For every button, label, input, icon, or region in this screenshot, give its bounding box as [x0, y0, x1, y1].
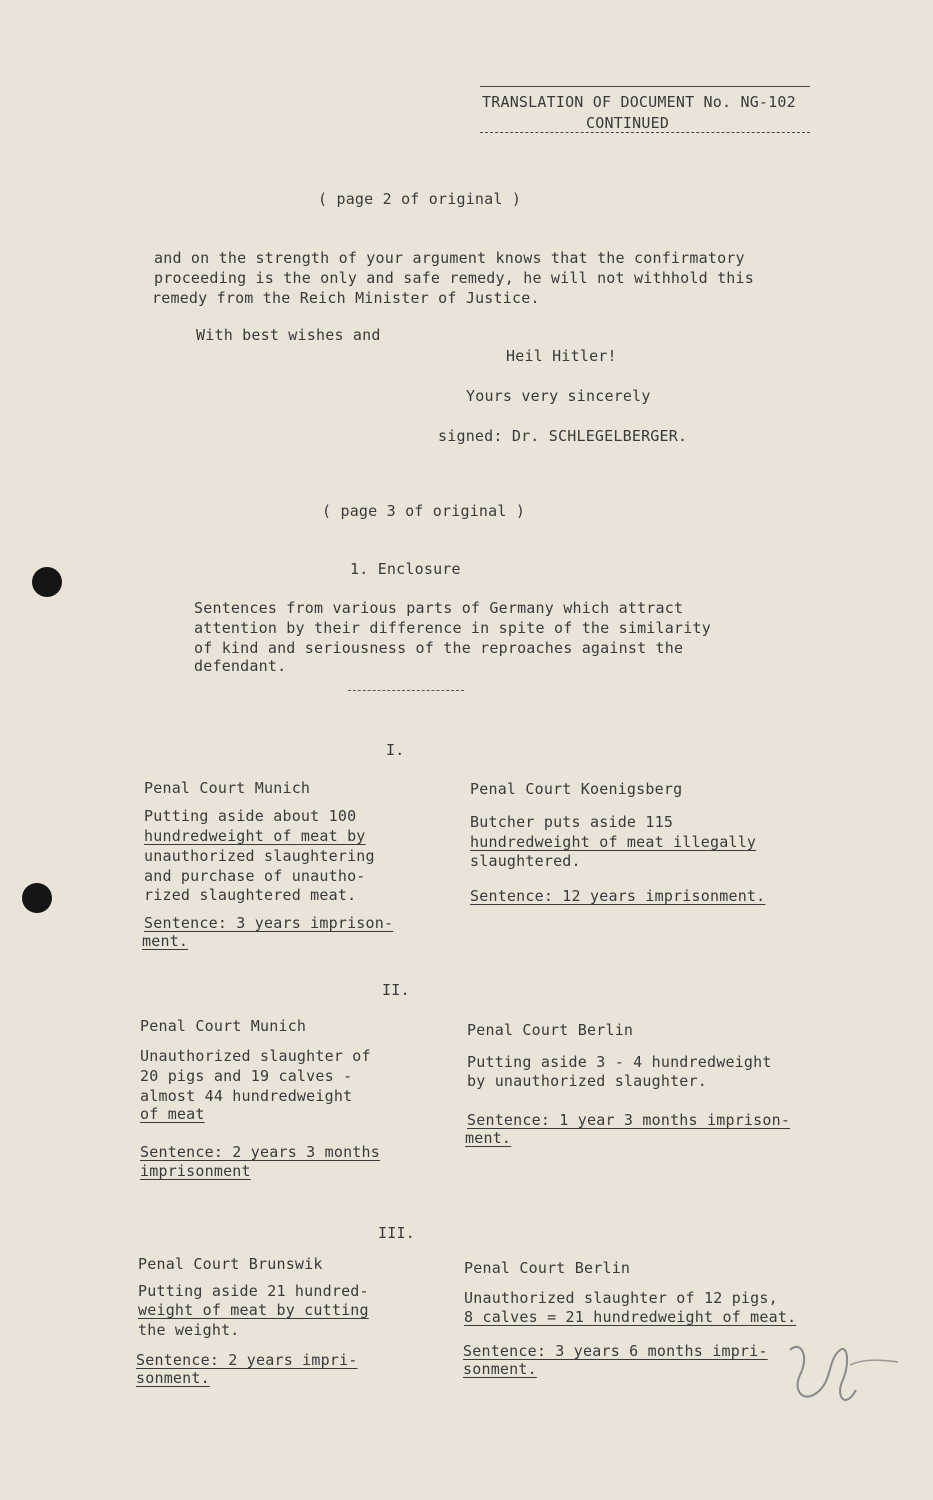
- case-1a-line-1: Putting aside about 100: [144, 807, 357, 825]
- case-1b-line-3: slaughtered.: [470, 852, 581, 870]
- case-2a-line-4: of meat: [140, 1105, 205, 1123]
- punch-hole-upper: [32, 567, 62, 597]
- case-3a-line-2: weight of meat by cutting: [138, 1301, 369, 1319]
- case-1a-line-5: rized slaughtered meat.: [144, 886, 357, 904]
- case-2a-line-2: 20 pigs and 19 calves -: [140, 1067, 353, 1085]
- case-1b-sentence-1: Sentence: 12 years imprisonment.: [470, 887, 766, 905]
- enclosure-title: 1. Enclosure: [350, 560, 461, 578]
- case-2a-court: Penal Court Munich: [140, 1017, 307, 1035]
- case-2a-line-1: Unauthorized slaughter of: [140, 1047, 371, 1065]
- case-1b-line-2: hundredweight of meat illegally: [470, 833, 757, 851]
- case-3a-sentence-2: sonment.: [136, 1369, 210, 1387]
- case-2b-court: Penal Court Berlin: [467, 1021, 634, 1039]
- header-line1: TRANSLATION OF DOCUMENT No. NG-102: [482, 93, 796, 111]
- closing-wishes: With best wishes and: [196, 326, 381, 344]
- case-2b-sentence-2: ment.: [465, 1129, 512, 1147]
- case-3a-line-1: Putting aside 21 hundred-: [138, 1282, 369, 1300]
- signature-line: signed: Dr. SCHLEGELBERGER.: [438, 427, 688, 445]
- section-numeral-2: II.: [382, 981, 410, 999]
- letter-line-3: remedy from the Reich Minister of Justice.: [152, 289, 540, 307]
- handwritten-initials-mark: [770, 1320, 910, 1420]
- case-1b-line-1: Butcher puts aside 115: [470, 813, 674, 831]
- punch-hole-lower: [22, 883, 52, 913]
- letter-line-2: proceeding is the only and safe remedy, he will not withhold this: [154, 269, 754, 287]
- case-2a-sentence-1: Sentence: 2 years 3 months: [140, 1143, 380, 1161]
- case-1a-line-2: hundredweight of meat by: [144, 827, 366, 845]
- closing-yours: Yours very sincerely: [466, 387, 651, 405]
- case-3b-sentence-1: Sentence: 3 years 6 months impri-: [463, 1342, 768, 1360]
- page2-marker: ( page 2 of original ): [318, 190, 522, 208]
- case-3b-line-1: Unauthorized slaughter of 12 pigs,: [464, 1289, 778, 1307]
- section-numeral-1: I.: [386, 741, 405, 759]
- enclosure-divider: [348, 690, 464, 691]
- case-1a-line-4: and purchase of unautho-: [144, 867, 366, 885]
- case-1b-court: Penal Court Koenigsberg: [470, 780, 683, 798]
- case-2b-sentence-1: Sentence: 1 year 3 months imprison-: [467, 1111, 791, 1129]
- case-1a-court: Penal Court Munich: [144, 779, 311, 797]
- closing-salute: Heil Hitler!: [506, 347, 617, 365]
- page3-marker: ( page 3 of original ): [322, 502, 526, 520]
- case-1a-line-3: unauthorized slaughtering: [144, 847, 375, 865]
- case-2a-line-3: almost 44 hundredweight: [140, 1087, 353, 1105]
- case-3a-court: Penal Court Brunswik: [138, 1255, 323, 1273]
- case-3b-line-2: 8 calves = 21 hundredweight of meat.: [464, 1308, 797, 1326]
- case-3a-line-3: the weight.: [138, 1321, 240, 1339]
- case-3b-court: Penal Court Berlin: [464, 1259, 631, 1277]
- enclosure-line-3: of kind and seriousness of the reproaches against the: [194, 639, 684, 657]
- case-2b-line-1: Putting aside 3 - 4 hundredweight: [467, 1053, 772, 1071]
- letter-line-1: and on the strength of your argument knows that the confirmatory: [154, 249, 745, 267]
- case-3b-sentence-2: sonment.: [463, 1360, 537, 1378]
- enclosure-line-1: Sentences from various parts of Germany which attract: [194, 599, 684, 617]
- enclosure-line-4: defendant.: [194, 657, 287, 675]
- header-line2: CONTINUED: [586, 114, 670, 132]
- case-1a-sentence-2: ment.: [142, 932, 189, 950]
- case-2b-line-2: by unauthorized slaughter.: [467, 1072, 707, 1090]
- case-2a-sentence-2: imprisonment: [140, 1162, 251, 1180]
- case-3a-sentence-1: Sentence: 2 years impri-: [136, 1351, 358, 1369]
- enclosure-line-2: attention by their difference in spite of the similarity: [194, 619, 711, 637]
- case-1a-sentence-1: Sentence: 3 years imprison-: [144, 914, 394, 932]
- section-numeral-3: III.: [378, 1224, 415, 1242]
